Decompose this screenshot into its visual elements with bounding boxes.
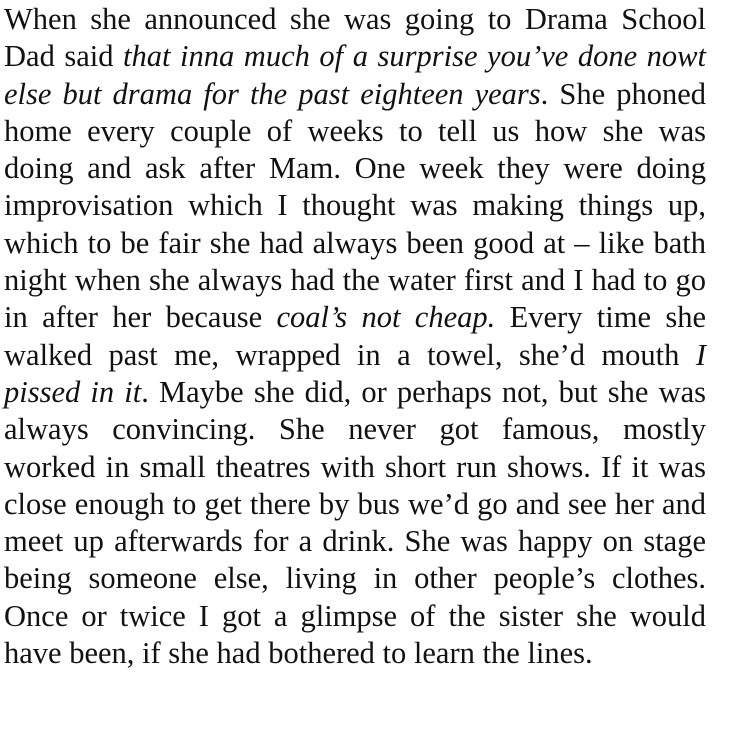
story-paragraph xyxy=(4,1,706,672)
italic-quote-pissed: I pissed in it xyxy=(4,337,706,409)
paragraph-text-2: . She phoned home every couple of weeks to tell us how she was doing and ask after Mam. One week they were doing improvisation which I thought was making things up, which to be fair she had always been good at – like bath night when she always had the water first and I had to go in after her because xyxy=(4,76,706,335)
italic-quote-dad: that inna much of a surprise you’ve done nowt else but drama for the past eighteen years xyxy=(4,39,706,111)
paragraph-text-1: When she announced she was going to Drama School Dad said xyxy=(4,2,706,74)
paragraph-text-3: Every time she walked past me, wrapped in a towel, she’d mouth xyxy=(4,300,706,372)
italic-quote-coal: coal’s not cheap. xyxy=(276,300,496,335)
paragraph-text-4: . Maybe she did, or perhaps not, but she was always convincing. She never got famous, mostly worked in small theatres with short run shows. If it was close enough to get there by bus we’d go and see her and meet up afterwards for a drink. She was happy on stage being someone else, living in other people’s clothes. Once or twice I got a glimpse of the sister she would have been, if she had bothered to learn the lines. xyxy=(4,374,707,671)
